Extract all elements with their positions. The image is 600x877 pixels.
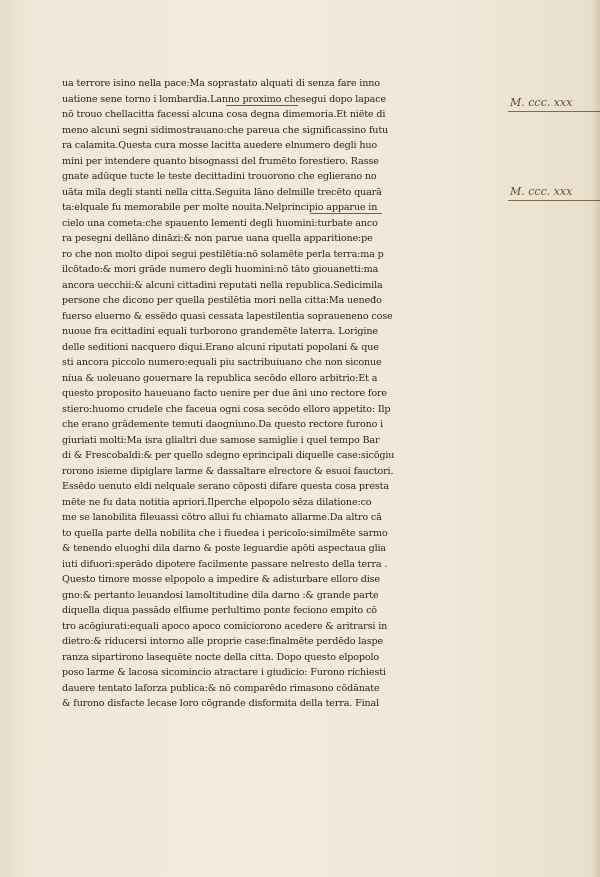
text-underline (226, 105, 298, 106)
text-line: dietro:& riducersi intorno alle proprie case:finalmēte perdēdo laspe (62, 636, 384, 647)
text-line: poso larme & lacosa sicomincio atractare i giudicio: Furono richiesti (62, 667, 386, 678)
text-line: uatione sene torno i lombardia.Lanno proximo chesegui dopo lapace (62, 93, 386, 105)
text-line: giuriati molti:Ma isra glialtri due samose samiglie i quel tempo Bar (62, 434, 380, 446)
text-line: uāta mila degli stanti nella citta.Seguita lāno delmille trecēto quarā (62, 186, 382, 198)
text-line: cielo una cometa:che spauento lementi degli huomini:turbate anco (62, 217, 378, 229)
text-line: che erano grādemente temuti daogniuno.Da questo rectore furono i (62, 419, 384, 430)
text-line: persone che dicono per quella pestilētia mori nella citta:Ma ueneđo (62, 295, 382, 306)
margin-note-year: M. ccc. xxx (510, 96, 573, 109)
text-line: niua & uoleuano gouernare la republica secōdo elloro arbitrio:Et a (62, 372, 378, 384)
margin-note-underline (508, 200, 600, 201)
text-line: stiero:huomo crudele che faceua ogni cosa secōdo elloro appetito: Ilp (62, 403, 391, 415)
text-line: ua terrore isino nella pace:Ma soprastato alquati di senza fare inno (62, 78, 380, 89)
text-line: tro acōgiurati:equali apoco apoco comiciorono acedere & aritrarsi in (62, 620, 388, 632)
text-line: Questo timore mosse elpopolo a impedire & adisturbare elloro dise (62, 574, 380, 585)
page-edge-shadow (590, 0, 600, 877)
text-line: ta:elquale fu memorabile per molte nouita.Nelprincipio apparue in (62, 202, 378, 213)
text-line: delle seditioni nacquero diqui.Erano alcuni riputati popolani & que (62, 341, 379, 353)
text-line: ro che non molto dipoi segui pestilētia:nō solamēte perla terra:ma p (62, 248, 384, 260)
text-line: diquella diqua passādo elfiume perlultimo ponte feciono empito cō (62, 605, 377, 616)
text-line: ranza sipartirono lasequēte nocte della citta. Dopo questo elpopolo (62, 651, 380, 663)
text-line: gno:& pertanto leuandosi lamoltitudine dila darno :& grande parte (62, 589, 379, 601)
text-line: to quella parte della nobilita che i fiuedea i pericolo:similmēte sarmo (62, 527, 388, 539)
text-line: nō trouo chellacitta facessi alcuna cosa degna dimemoria.Et niēte di (62, 109, 386, 120)
text-line: Essēdo uenuto eldi nelquale serano cōposti difare questa cosa presta (62, 481, 389, 492)
text-line: iuti difuori:sperādo dipotere facilmente passare nelresto della terra . (62, 558, 388, 570)
text-line: mēte ne fu data notitia apriori.Ilperche elpopolo sēza dilatione:co (62, 496, 372, 508)
text-line: di & Frescobaldi:& per quello sdegno eprincipali diquelle case:sicōgiu (62, 450, 395, 461)
text-block (62, 76, 434, 712)
text-line: ra calamita.Questa cura mosse lacitta auedere elnumero degli huo (62, 140, 378, 151)
text-line: meno alcuni segni sidimostrauano:che pareua che significassino futu (62, 124, 389, 136)
text-line: me se lanobilita fileuassi cōtro allui fu chiamato allarme.Da altro cā (62, 512, 382, 523)
text-line: dauere tentato laforza publica:& nō comparēdo rimasono cōdānate (62, 682, 380, 694)
text-line: gnate adūque tucte le teste decittadini trouorono che eglierano no (62, 171, 377, 182)
text-line: fuerso eluerno & essēdo quasi cessata lapestilentia sopraueneno cose (62, 310, 393, 322)
text-line: sti ancora piccolo numero:equali piu sactribuiuano che non siconue (62, 357, 382, 368)
text-line: & tenendo eluoghi dila darno & poste leguardie apōti aspectaua glia (62, 543, 386, 554)
text-line: questo proposito haueuano facto uenire per due āni uno rectore fore (62, 388, 387, 399)
margin-note-underline (508, 111, 600, 112)
text-underline (310, 213, 382, 214)
text-line: & furono disfacte lecase loro cōgrande disformita della terra. Final (62, 698, 380, 709)
text-line: ilcōtado:& mori grāde numero degli huomini:nō tāto giouanetti:ma (62, 264, 379, 275)
text-line: rorono isieme dipiglare larme & dassaltare elrectore & esuoi fauctori. (62, 465, 394, 477)
text-line: ra pesegni dellāno dināzi:& non parue uana quella apparitione:pe (62, 233, 373, 244)
text-line: nuoue fra ecittadini equali turborono grandemēte laterra. Lorigine (62, 326, 378, 337)
text-line: ancora uecchii:& alcuni cittadini reputati nella republica.Sedicimila (62, 279, 383, 291)
text-line: mini per intendere quanto bisognassi del frumēto forestiero. Rasse (62, 155, 379, 167)
margin-note-year: M. ccc. xxx (510, 185, 573, 198)
